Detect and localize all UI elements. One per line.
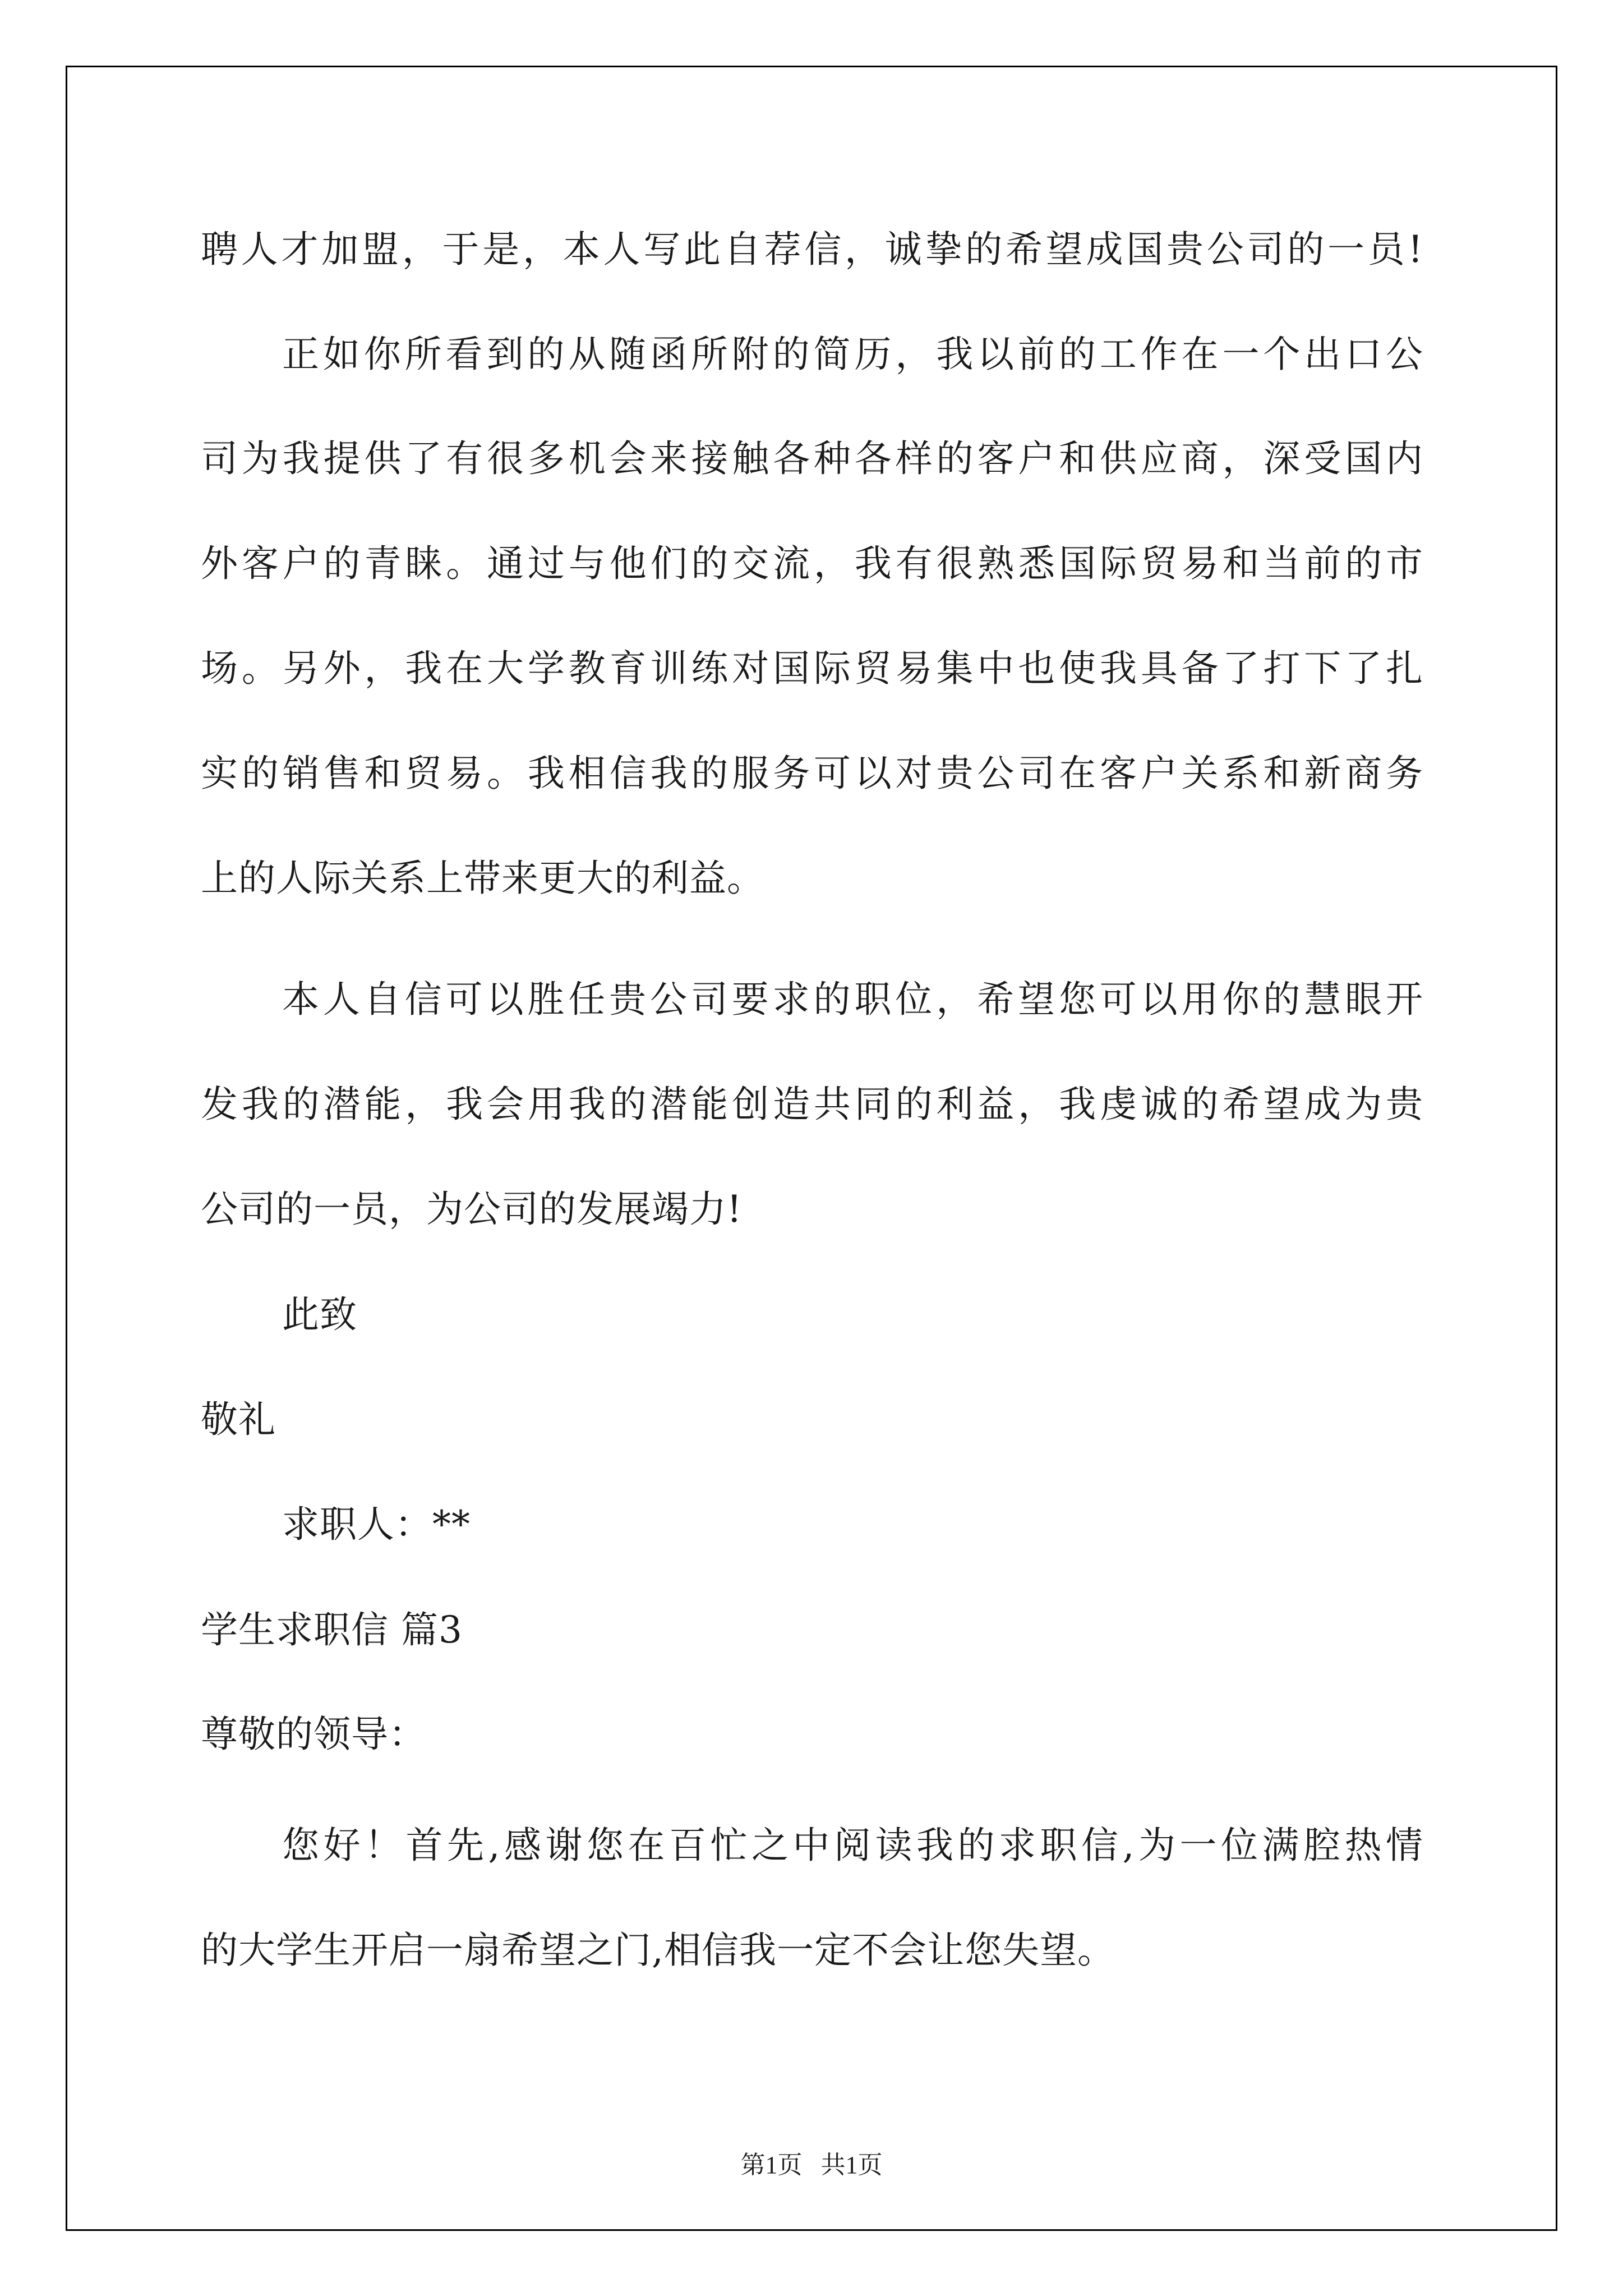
paragraph-line: 外客户的青睐。通过与他们的交流，我有很熟悉国际贸易和当前的市 [201,542,1423,585]
paragraph-line: 公司的一员，为公司的发展竭力! [201,1188,743,1231]
page-number: 第1页 共1页 [740,2151,883,2179]
paragraph-line: 场。另外，我在大学教育训练对国际贸易集中也使我具备了打下了扎 [201,647,1423,690]
paragraph-line: 实的销售和贸易。我相信我的服务可以对贵公司在客户关系和新商务 [201,752,1423,795]
paragraph-line: 发我的潜能，我会用我的潜能创造共同的利益，我虔诚的希望成为贵 [201,1083,1423,1126]
paragraph-line: 聘人才加盟，于是，本人写此自荐信，诚挚的希望成国贵公司的一员! [201,228,1423,271]
paragraph-line: 正如你所看到的从随函所附的简历，我以前的工作在一个出口公 [282,333,1423,376]
page-border [66,66,1557,2231]
paragraph-line: 的大学生开启一扇希望之门,相信我一定不会让您失望。 [201,1929,1115,1972]
section-heading: 学生求职信 篇3 [201,1608,463,1651]
signature-line: 求职人：** [282,1503,471,1546]
paragraph-line: 本人自信可以胜任贵公司要求的职位，希望您可以用你的慧眼开 [282,978,1423,1021]
paragraph-line: 您好！首先,感谢您在百忙之中阅读我的求职信,为一位满腔热情 [282,1824,1423,1867]
salutation-line: 敬礼 [201,1398,276,1441]
closing-line: 此致 [282,1293,357,1336]
paragraph-line: 司为我提供了有很多机会来接触各种各样的客户和供应商，深受国内 [201,437,1423,480]
paragraph-line: 上的人际关系上带来更大的利益。 [201,857,764,900]
greeting-line: 尊敬的领导： [201,1713,426,1756]
